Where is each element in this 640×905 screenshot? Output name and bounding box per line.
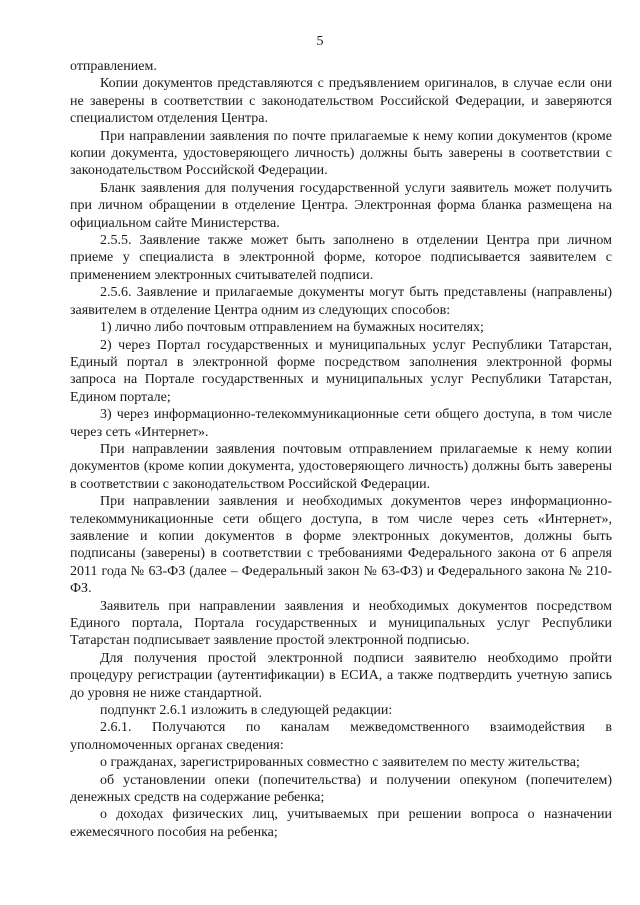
paragraph: о доходах физических лиц, учитываемых при решении вопроса о назначении ежемесячного пособия на ребенка; — [70, 807, 612, 840]
paragraph: Заявитель при направлении заявления и необходимых документов посредством Единого портала, Портала государственных и муниципальных услуг Республики Татарстан подписывает заявление простой электронной подписью. — [70, 598, 612, 649]
paragraph: Для получения простой электронной подписи заявителю необходимо пройти процедуру регистрации (аутентификации) в ЕСИА, а также подтвердить учетную запись до уровня не ниже стандартной. — [70, 650, 612, 701]
page-number: 5 — [316, 34, 324, 49]
paragraph: Бланк заявления для получения государственной услуги заявитель может получить при личном обращении в отделение Центра. Электронная форма бланка размещена на официальном сайте Министерства. — [70, 180, 612, 231]
paragraph: При направлении заявления почтовым отправлением прилагаемые к нему копии документов (кроме копии документа, удостоверяющего личность) должны быть заверены в соответствии с законодательством Российской Федерации. — [70, 441, 612, 492]
paragraph: 2.6.1. Получаются по каналам межведомственного взаимодействия в уполномоченных органах сведения: — [70, 720, 612, 753]
paragraph: подпункт 2.6.1 изложить в следующей редакции: — [100, 703, 393, 719]
paragraph: о гражданах, зарегистрированных совместно с заявителем по месту жительства; — [100, 755, 580, 771]
paragraph: 2.5.5. Заявление также может быть заполнено в отделении Центра при личном приеме у специалиста в электронной форме, которое подписывается заявителем с применением электронных считывателей подписи. — [70, 233, 612, 283]
paragraph: 3) через информационно-телекоммуникационные сети общего доступа, в том числе через сеть «Интернет». — [70, 407, 612, 440]
paragraph: отправлением. — [70, 59, 157, 74]
paragraph: 2.5.6. Заявление и прилагаемые документы могут быть представлены (направлены) заявителем в отделение Центра одним из следующих способов: — [70, 285, 612, 318]
paragraph: об установлении опеки (попечительства) и получении опекуном (попечителем) денежных средств на содержание ребенка; — [70, 772, 612, 806]
paragraph: Копии документов представляются с предъявлением оригиналов, в случае если они не заверены в соответствии с законодательством Российской Федерации, и заверяются специалистом отделения Центра. — [70, 76, 612, 127]
document-body — [70, 58, 612, 841]
paragraph: 1) лично либо почтовым отправлением на бумажных носителях; — [100, 320, 484, 336]
paragraph: 2) через Портал государственных и муниципальных услуг Республики Татарстан, Единый портал в электронной форме посредством заполнения электронной формы запроса на Портале государственных и муниципальных услуг Республики Татарстан, Едином портале; — [70, 337, 612, 405]
paragraph: При направлении заявления и необходимых документов через информационно-телекоммуникационные сети общего доступа, в том числе через сеть «Интернет», заявление и копии документов в форме электронных документов, должны быть подписаны (заверены) в соответствии с требованиями Федерального закона от 6 апреля 2011 года № 63-ФЗ (далее – Федеральный закон № 63-ФЗ) и Федерального закона № 210-ФЗ. — [70, 494, 612, 597]
paragraph: При направлении заявления по почте прилагаемые к нему копии документов (кроме копии документа, удостоверяющего личность) должны быть заверены в соответствии с законодательством Российской Федерации. — [70, 128, 612, 179]
